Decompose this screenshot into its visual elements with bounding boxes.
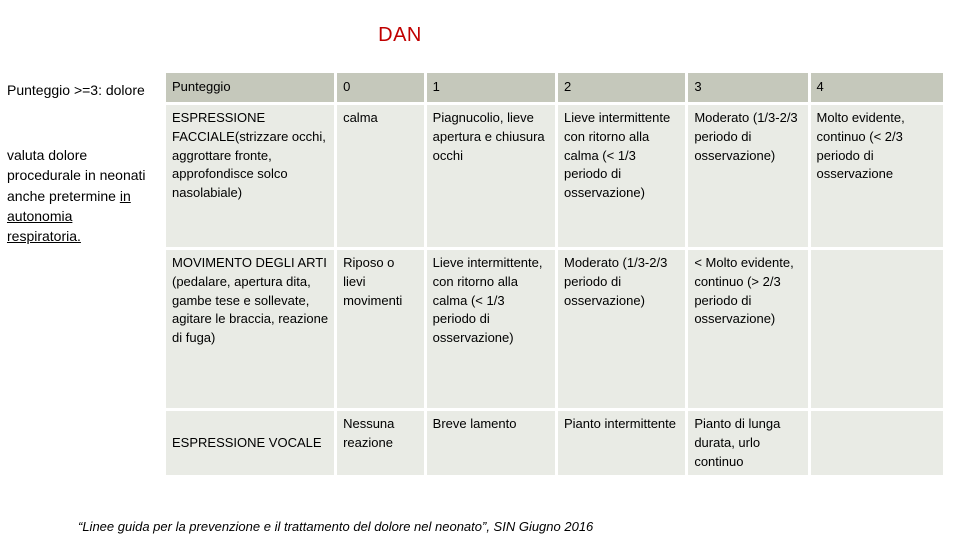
row-label-movement — [166, 250, 334, 408]
header-cell-1: 1 — [427, 73, 555, 102]
row-label-facial — [166, 105, 334, 247]
table-row — [166, 105, 943, 247]
table-cell — [811, 250, 943, 408]
row-label-bold: ESPRESSIONE VOCALE — [172, 434, 322, 450]
scale-description-text: valuta dolore procedurale in neonati anche pretermine — [7, 147, 146, 204]
table-row — [166, 250, 943, 408]
table-cell: Piagnucolio, lieve apertura e chiusura occhi — [427, 105, 555, 247]
header-cell-4: 4 — [811, 73, 943, 102]
table-cell: Breve lamento — [427, 411, 555, 476]
header-cell-score: Punteggio — [166, 73, 334, 102]
row-label-bold: MOVIMENTO DEGLI ARTI — [172, 254, 327, 270]
row-label-detail: (strizzare occhi, aggrottare fronte, approfondisce solco nasolabiale) — [172, 128, 326, 201]
page-title: DAN — [378, 24, 422, 46]
table-cell: Pianto intermittente — [558, 411, 685, 476]
table-cell: calma — [337, 105, 424, 247]
table-cell: < Molto evidente, continuo (> 2/3 periodo di osservazione) — [688, 250, 807, 408]
table-cell: Nessuna reazione — [337, 411, 424, 476]
scale-description — [7, 145, 147, 246]
table-cell: Molto evidente, continuo (< 2/3 periodo di osservazione — [811, 105, 943, 247]
table-cell: Moderato (1/3-2/3 periodo di osservazione) — [688, 105, 807, 247]
table-cell: Pianto di lunga durata, urlo continuo — [688, 411, 807, 476]
header-cell-2: 2 — [558, 73, 685, 102]
header-cell-0: 0 — [337, 73, 424, 102]
dan-score-table — [163, 70, 946, 478]
scale-description-in: in — [119, 187, 131, 204]
table-cell: Riposo o lievi movimenti — [337, 250, 424, 408]
row-label-detail: (pedalare, apertura dita, gambe tese e sollevate, agitare le braccia, reazione di fuga) — [172, 273, 329, 346]
table-cell — [811, 411, 943, 476]
score-threshold-note: Punteggio >=3: dolore — [7, 82, 145, 98]
table-row — [166, 411, 943, 476]
header-cell-3: 3 — [688, 73, 807, 102]
table-header-row — [166, 73, 943, 102]
footnote-citation: “Linee guida per la prevenzione e il trattamento del dolore nel neonato”, SIN Giugno 2016 — [78, 519, 594, 534]
table-cell: Lieve intermittente con ritorno alla calma (< 1/3 periodo di osservazione) — [558, 105, 685, 247]
table-cell: Moderato (1/3-2/3 periodo di osservazione) — [558, 250, 685, 408]
table-cell: Lieve intermittente, con ritorno alla calma (< 1/3 periodo di osservazione) — [427, 250, 555, 408]
row-label-vocal — [166, 411, 334, 476]
row-label-bold: ESPRESSIONE FACCIALE — [172, 109, 266, 144]
scale-description-autonomia: autonomia respiratoria. — [7, 207, 81, 245]
